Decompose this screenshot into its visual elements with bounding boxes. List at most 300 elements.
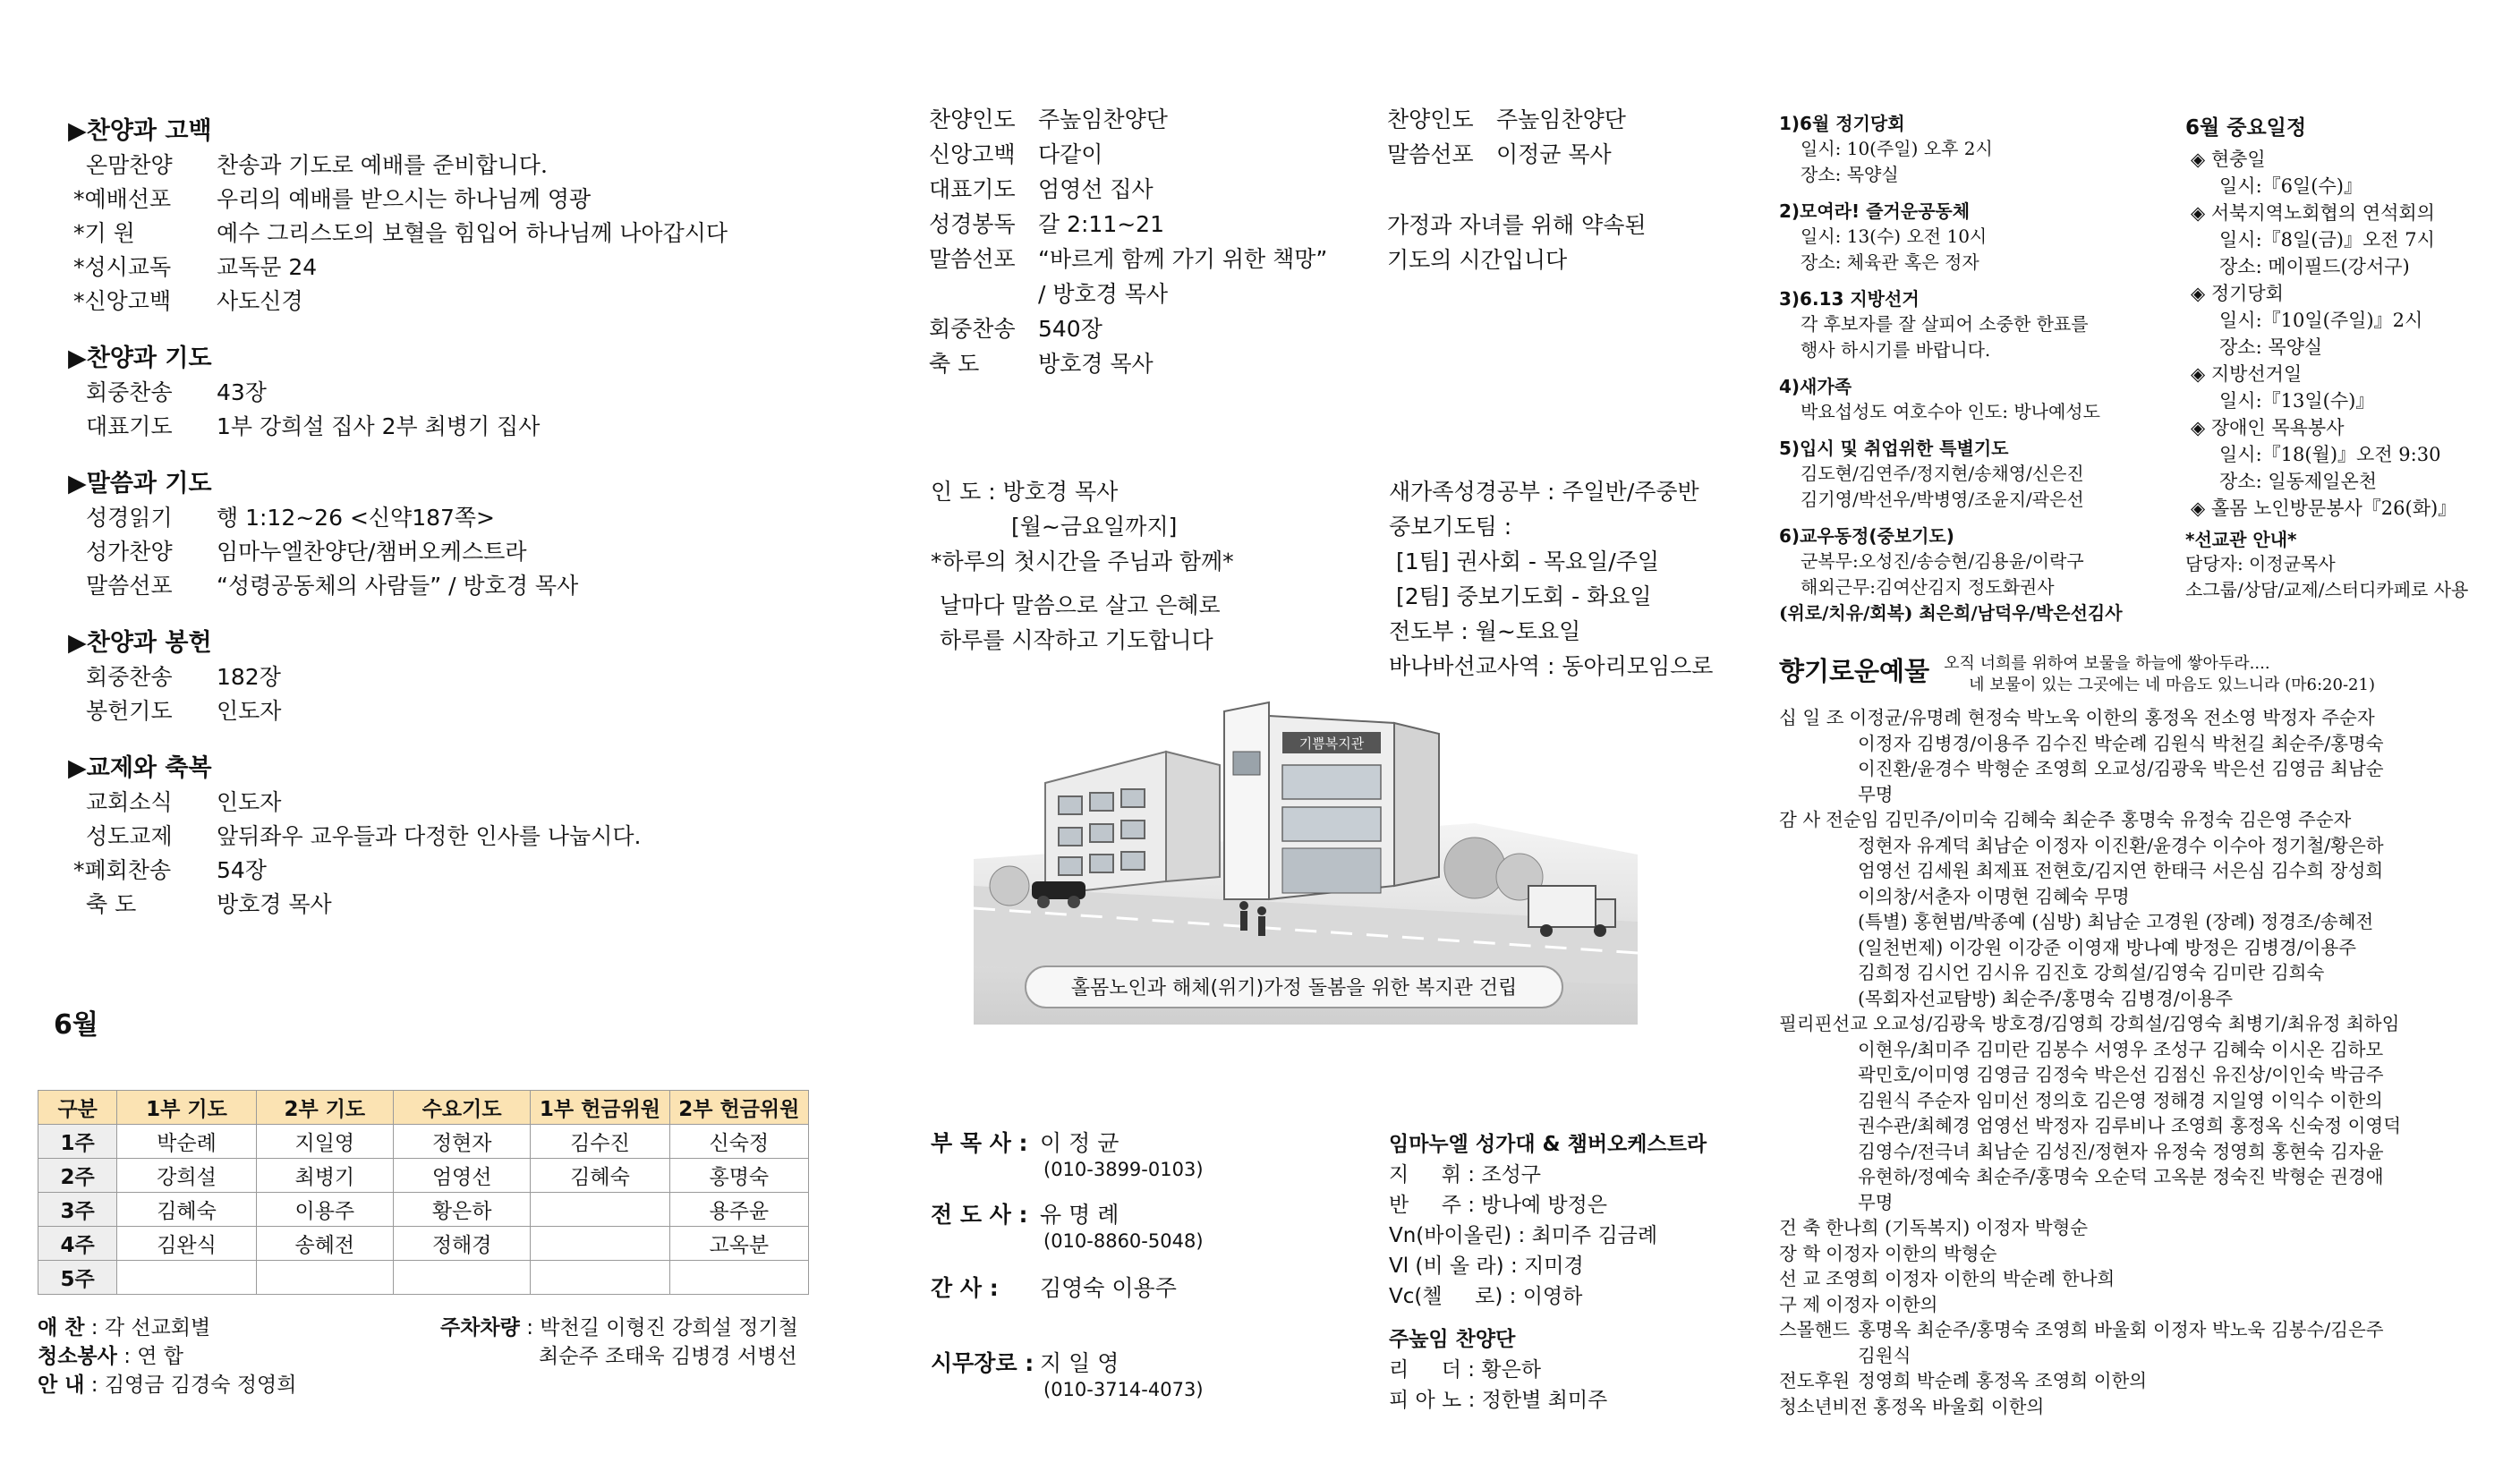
staff-directory (931, 1129, 1204, 1401)
dawn-leader: 인 도 : 방호경 목사 (931, 479, 1119, 505)
table-cell (531, 1193, 669, 1227)
footer-label-guide: 안 내 (38, 1374, 85, 1397)
news-line: 일시: 10(주일) 오후 2시 (1801, 138, 1993, 159)
dawn-prayer-block (931, 474, 1234, 658)
offering-names: 무명 (1858, 1191, 1894, 1213)
service-label: 신앙고백 (929, 141, 1016, 167)
footer-label-meal: 애 찬 (38, 1316, 85, 1340)
offering-names: 홍정옥 바울회 이한의 (1873, 1395, 2045, 1417)
section-heading: ▶찬양과 고백 (68, 117, 212, 145)
service-label: 말씀선포 (929, 246, 1016, 272)
schedule-detail: 일시:『18(월)』오전 9:30 (2219, 444, 2441, 465)
news-line: 장소: 목양실 (1801, 164, 1899, 185)
mission-house-usage: 소그룹/상담/교제/스터디카페로 사용 (2185, 579, 2469, 600)
table-cell (117, 1261, 256, 1295)
parking-info (440, 1314, 798, 1371)
staff-phone: (010-8860-5048) (1043, 1230, 1204, 1252)
duty-table (38, 1090, 809, 1295)
offering-section (1779, 651, 2504, 1419)
order-label: 말씀선포 (86, 573, 173, 599)
ministry-line: 전도부 : 월~토요일 (1389, 618, 1581, 644)
table-cell: 용주윤 (669, 1193, 808, 1227)
order-value: 우리의 예배를 받으시는 하나님께 영광 (217, 186, 592, 212)
staff-entry (931, 1349, 1204, 1401)
table-cell: 이용주 (256, 1193, 393, 1227)
family-prayer-line-1: 가정과 자녀를 위해 약속된 (1387, 212, 1647, 238)
order-value: 예수 그리스도의 보혈을 힘입어 하나님께 나아갑시다 (217, 220, 728, 246)
offering-line (1779, 1394, 2504, 1420)
staff-line (931, 1201, 1204, 1229)
section-heading: ▶말씀과 기도 (68, 470, 212, 498)
offering-title: 향기로운예물 (1779, 656, 1930, 686)
order-row (70, 854, 875, 888)
service-value: / 방호경 목사 (1038, 281, 1169, 307)
offering-line (1779, 1317, 2504, 1343)
ministry-line: [1팀] 권사회 - 목요일/주일 (1389, 549, 1659, 574)
offering-line (1779, 1062, 2504, 1088)
service-row (929, 242, 1327, 276)
staff-line (931, 1349, 1204, 1378)
offering-line (1779, 1241, 2504, 1267)
offering-category: 건 축 (1779, 1217, 1821, 1238)
order-value: 사도신경 (217, 288, 303, 314)
order-row (70, 410, 875, 444)
offering-line (1779, 1215, 2504, 1241)
offering-line (1779, 1164, 2504, 1190)
news-line: 김도현/김연주/정지현/송채영/신은진 (1801, 463, 2084, 484)
offering-line (1779, 884, 2504, 910)
news-title: 4)새가족 (1779, 376, 1852, 397)
offering-line (1779, 1368, 2504, 1394)
table-cell: 정현자 (393, 1125, 530, 1159)
order-label: *신앙고백 (73, 288, 172, 314)
service-row (929, 102, 1327, 137)
table-cell: 김혜숙 (117, 1193, 256, 1227)
service-row (1387, 102, 1626, 137)
choir-member: 지 휘 : 조성구 (1389, 1163, 1542, 1187)
ministry-line: 새가족성경공부 : 주일반/주중반 (1389, 479, 1699, 505)
family-prayer-note (1387, 208, 1647, 277)
offering-line (1779, 1266, 2504, 1292)
staff-line (931, 1129, 1204, 1158)
ministry-line: 바나바선교사역 : 동아리모임으로 (1389, 653, 1714, 679)
schedule-detail: 일시:『8일(금)』오전 7시 (2219, 229, 2435, 251)
mission-house-manager: 담당자: 이정균목사 (2185, 553, 2336, 574)
staff-name: 김영숙 이용주 (1040, 1275, 1177, 1301)
parking-line-1: : 박천길 이형진 강희설 정기철 (526, 1316, 798, 1340)
ministry-line: [2팀] 중보기도회 - 화요일 (1389, 583, 1652, 609)
staff-phone: (010-3899-0103) (1043, 1159, 1204, 1180)
order-value: “성령공동체의 사람들” / 방호경 목사 (217, 573, 579, 599)
parking-line-2: 최순주 조태욱 김병경 서병선 (539, 1345, 797, 1368)
week-cell: 3주 (38, 1193, 117, 1227)
offering-line (1779, 909, 2504, 935)
news-line: 행사 하시기를 바랍니다. (1801, 339, 1991, 361)
offering-line (1779, 705, 2504, 731)
offering-category: 청소년비전 (1779, 1395, 1869, 1417)
choir-title: 임마누엘 성가대 & 챔버오케스트라 (1389, 1133, 1707, 1156)
service-row (929, 346, 1327, 381)
service-row (929, 172, 1327, 207)
order-label: 교회소식 (86, 789, 173, 815)
order-value: 43장 (217, 379, 267, 405)
service-row (1387, 137, 1626, 172)
news-line: 군복무:오성진/송승현/김용윤/이락구 (1801, 550, 2084, 572)
choir-member: 반 주 : 방나예 방정은 (1389, 1194, 1607, 1217)
offering-names: 유현하/정예숙 최순주/홍명숙 오순덕 고옥분 정숙진 박형순 권경애 (1858, 1166, 2384, 1187)
table-row (38, 1125, 809, 1159)
offering-names: 김원식 (1858, 1344, 1911, 1366)
schedule-title: 6월 중요일정 (2185, 116, 2307, 140)
offering-names: 홍명옥 최순주/홍명숙 조영희 바울회 이정자 박노욱 김봉수/김은주 (1858, 1319, 2384, 1340)
order-row (70, 183, 875, 217)
offering-names: (특별) 홍현범/박종예 (심방) 최남순 고경원 (장례) 정경조/송혜전 (1858, 911, 2374, 932)
table-header: 수요기도 (393, 1091, 530, 1125)
offering-names: 곽민호/이미영 김영금 김정숙 박은선 김점신 유진상/이인숙 박금주 (1858, 1064, 2384, 1085)
table-cell (531, 1227, 669, 1261)
service-label: 회중찬송 (929, 316, 1016, 342)
dawn-days: [월~금요일까지] (1011, 514, 1178, 540)
order-row (70, 786, 875, 820)
news-line: (위로/치유/회복) 최은희/남덕우/박은선김사 (1779, 602, 2123, 624)
family-prayer-line-2: 기도의 시간입니다 (1387, 247, 1568, 273)
service-value: 이정균 목사 (1496, 141, 1612, 167)
choir-member: Vc(첼 로) : 이영하 (1389, 1285, 1583, 1308)
schedule-detail: 장소: 일동제일온천 (2219, 471, 2378, 492)
service-row (929, 276, 1327, 311)
service-value: 엄영선 집사 (1038, 176, 1154, 202)
service-value: “바르게 함께 가기 위한 책망” (1038, 246, 1328, 272)
offering-line (1779, 858, 2504, 884)
news-line: 해외근무:김여산김지 정도화권사 (1801, 576, 2055, 598)
offering-line (1779, 1292, 2504, 1318)
week-cell: 4주 (38, 1227, 117, 1261)
order-row (70, 285, 875, 319)
order-label: 성도교제 (86, 823, 173, 849)
week-cell: 2주 (38, 1159, 117, 1193)
order-row (70, 149, 875, 183)
offering-names: 이정자 이한의 박형순 (1826, 1242, 1997, 1264)
parking-label: 주차차량 (440, 1316, 520, 1340)
order-label: *예배선포 (73, 186, 172, 212)
news-item (1779, 523, 2173, 626)
order-row (70, 569, 875, 603)
order-value: 행 1:12~26 <신약187쪽> (217, 505, 496, 531)
table-cell: 정해경 (393, 1227, 530, 1261)
table-cell: 고옥분 (669, 1227, 808, 1261)
offering-line (1779, 756, 2504, 782)
choir-member: Vn(바이올린) : 최미주 김금례 (1389, 1224, 1658, 1247)
table-row (38, 1193, 809, 1227)
offering-category: 십 일 조 (1779, 707, 1844, 728)
table-cell: 김완식 (117, 1227, 256, 1261)
news-item (1779, 436, 2173, 513)
praise-member: 피 아 노 : 정한별 최미주 (1389, 1389, 1608, 1412)
offering-names: 한나희 (기독복지) 이정자 박형순 (1826, 1217, 2089, 1238)
service-label: 대표기도 (929, 176, 1016, 202)
offering-verse-1: 오직 너희를 위하여 보물을 하늘에 쌓아두라.... (1944, 654, 2270, 673)
order-label: 봉헌기도 (86, 698, 173, 724)
dawn-motto: *하루의 첫시간을 주님과 함께* (931, 549, 1234, 574)
order-label: 대표기도 (86, 413, 173, 439)
evening-service-order (1387, 102, 1626, 172)
offering-category: 장 학 (1779, 1242, 1821, 1264)
order-value: 1부 강희설 집사 2부 최병기 집사 (217, 413, 541, 439)
table-cell: 김수진 (531, 1125, 669, 1159)
table-header: 2부 기도 (256, 1091, 393, 1125)
section-heading: ▶교제와 축복 (68, 754, 212, 782)
week-cell: 1주 (38, 1125, 117, 1159)
schedule-detail: 장소: 메이필드(강서구) (2219, 256, 2410, 277)
table-cell: 강희설 (117, 1159, 256, 1193)
staff-entry (931, 1274, 1204, 1303)
order-row (70, 535, 875, 569)
order-value: 교독문 24 (217, 254, 318, 280)
news-item (1779, 111, 2173, 188)
staff-role: 부 목 사 : (931, 1130, 1028, 1156)
schedule-item: ◈ 장애인 목욕봉사 (2191, 417, 2345, 438)
order-label: 회중찬송 (86, 664, 173, 690)
table-cell: 엄영선 (393, 1159, 530, 1193)
offering-names: 엄영선 김세원 최제표 전현호/김지연 한태극 서은심 김수희 장성희 (1858, 860, 2384, 881)
offering-names: 전순임 김민주/이미숙 김혜숙 최순주 홍명숙 유정숙 김은영 주순자 (1826, 809, 2352, 830)
order-label: 축 도 (86, 891, 137, 917)
table-cell: 황은하 (393, 1193, 530, 1227)
staff-name: 지 일 영 (1040, 1350, 1120, 1376)
footer-value-meal: : 각 선교회별 (90, 1316, 211, 1340)
welfare-center-illustration (974, 698, 1638, 1025)
offering-line (1779, 1190, 2504, 1216)
table-cell (256, 1261, 393, 1295)
order-value: 찬송과 기도로 예배를 준비합니다. (217, 152, 548, 178)
offering-line (1779, 1113, 2504, 1139)
news-title: 6)교우동정(중보기도) (1779, 525, 1954, 547)
offering-category: 선 교 (1779, 1268, 1821, 1289)
service-value: 방호경 목사 (1038, 351, 1154, 377)
order-label: 회중찬송 (86, 379, 173, 405)
offering-names: 김희정 김시언 김시유 김진호 강희설/김영숙 김미란 김희숙 (1858, 962, 2325, 983)
news-line: 일시: 13(수) 오전 10시 (1801, 225, 1988, 247)
offering-line (1779, 833, 2504, 859)
building-sign: 기쁨복지관 (1298, 736, 1365, 752)
news-line: 각 후보자를 잘 살피어 소중한 한표를 (1801, 313, 2089, 335)
footer-value-guide: : 김영금 김경숙 정영희 (90, 1374, 297, 1397)
offering-category: 스몰핸드 (1779, 1319, 1851, 1340)
worship-order-column (70, 115, 875, 922)
service-value: 갈 2:11~21 (1038, 211, 1164, 237)
church-news (1779, 111, 2173, 637)
order-row (70, 217, 875, 251)
order-label: *성시교독 (73, 254, 172, 280)
offering-line (1779, 731, 2504, 757)
service-label: 축 도 (929, 351, 980, 377)
building-drawing (974, 698, 1638, 1025)
order-row (70, 888, 875, 922)
offering-category: 감 사 (1779, 809, 1821, 830)
service-row (929, 311, 1327, 346)
section-heading: ▶찬양과 기도 (68, 344, 212, 372)
news-title: 3)6.13 지방선거 (1779, 288, 1920, 310)
staff-role: 간 사 : (931, 1275, 999, 1301)
news-item (1779, 374, 2173, 425)
order-value: 앞뒤좌우 교우들과 다정한 인사를 나눕시다. (217, 823, 642, 849)
news-line: 김기영/박선우/박병영/조윤지/곽은선 (1801, 489, 2084, 510)
order-label: *기 원 (73, 220, 135, 246)
praise-member: 리 더 : 황은하 (1389, 1358, 1542, 1382)
table-cell: 홍명숙 (669, 1159, 808, 1193)
table-header: 1부 헌금위원 (531, 1091, 669, 1125)
table-header: 구분 (38, 1091, 117, 1125)
service-label: 찬양인도 (1387, 106, 1474, 132)
month-title: 6월 (54, 1009, 98, 1041)
offering-names: 김원식 주순자 임미선 정의호 김은영 정해경 지일영 이익수 이한의 (1858, 1089, 2383, 1111)
news-line: 박요섭성도 여호수아 인도: 방나예성도 (1801, 401, 2100, 422)
service-value: 주높임찬양단 (1496, 106, 1626, 132)
service-value: 다같이 (1038, 141, 1103, 167)
schedule-item: ◈ 현충일 (2191, 149, 2266, 170)
table-cell (531, 1261, 669, 1295)
offering-names: 조영희 이정자 이한의 박순례 한나희 (1826, 1268, 2116, 1289)
service-value: 주높임찬양단 (1038, 106, 1168, 132)
schedule-item: ◈ 지방선거일 (2191, 363, 2303, 385)
order-row (70, 376, 875, 410)
offering-line (1779, 807, 2504, 833)
staff-phone: (010-3714-4073) (1043, 1379, 1204, 1400)
order-value: 182장 (217, 664, 281, 690)
order-label: 성가찬양 (86, 539, 173, 565)
news-item (1779, 199, 2173, 276)
staff-role: 전 도 사 : (931, 1202, 1028, 1228)
order-value: 인도자 (217, 789, 282, 815)
offering-names: 무명 (1858, 783, 1894, 805)
order-row (70, 820, 875, 854)
mission-house-title: *선교관 안내* (2185, 529, 2297, 550)
second-service-order (929, 102, 1327, 381)
order-value: 임마누엘찬양단/챔버오케스트라 (217, 539, 527, 565)
staff-line (931, 1274, 1204, 1303)
schedule-item: ◈ 정기당회 (2191, 283, 2284, 304)
table-header: 1부 기도 (117, 1091, 256, 1125)
news-title: 1)6월 정기당회 (1779, 113, 1905, 134)
offering-category: 구 제 (1779, 1293, 1821, 1315)
table-row (38, 1159, 809, 1193)
week-cell: 5주 (38, 1261, 117, 1295)
schedule-detail: 일시:『6일(수)』 (2219, 175, 2362, 197)
news-title: 2)모여라! 즐거운공동체 (1779, 200, 1971, 222)
schedule-detail: 장소: 목양실 (2219, 336, 2323, 358)
service-row (929, 207, 1327, 242)
order-value: 인도자 (217, 698, 282, 724)
table-row (38, 1261, 809, 1295)
table-cell: 송혜전 (256, 1227, 393, 1261)
service-value: 540장 (1038, 316, 1102, 342)
offering-names: 이정자 이한의 (1826, 1293, 1938, 1315)
schedule-item: ◈ 홀몸 노인방문봉사『26(화)』 (2191, 498, 2457, 519)
order-row (70, 660, 875, 694)
table-cell: 김혜숙 (531, 1159, 669, 1193)
offering-line (1779, 1139, 2504, 1165)
offering-names: 이현우/최미주 김미란 김봉수 서영우 조성구 김혜숙 이시온 김하모 (1858, 1038, 2384, 1060)
order-row (70, 501, 875, 535)
schedule-detail: 일시:『10일(주일)』2시 (2219, 310, 2423, 331)
offering-names: (목회자선교탐방) 최순주/홍명숙 김병경/이용주 (1858, 987, 2234, 1009)
table-cell: 최병기 (256, 1159, 393, 1193)
schedule-item: ◈ 서북지역노회협의 연석회의 (2191, 202, 2435, 224)
footer-label-cleaning: 청소봉사 (38, 1345, 117, 1368)
offering-line (1779, 1037, 2504, 1063)
table-cell (669, 1261, 808, 1295)
offering-line (1779, 782, 2504, 808)
table-cell: 박순례 (117, 1125, 256, 1159)
staff-name: 이 정 균 (1040, 1130, 1120, 1156)
choir-block (1389, 1129, 1707, 1416)
offering-names: 김영수/전극녀 최남순 김성진/정현자 유정숙 정영희 홍현숙 김자윤 (1858, 1140, 2384, 1162)
service-label: 찬양인도 (929, 106, 1016, 132)
choir-member: Vl (비 올 라) : 지미경 (1389, 1255, 1584, 1278)
offering-names: 이의창/서춘자 이명현 김혜숙 무명 (1858, 885, 2130, 907)
staff-name: 유 명 례 (1040, 1202, 1120, 1228)
offering-names: 이정균/유명례 현정숙 박노욱 이한의 홍정옥 전소영 박정자 주순자 (1849, 707, 2375, 728)
dawn-text-2: 하루를 시작하고 기도합니다 (940, 627, 1213, 653)
offering-line (1779, 1088, 2504, 1114)
illustration-caption: 홀몸노인과 해체(위기)가정 돌봄을 위한 복지관 건립 (1070, 977, 1518, 999)
offering-category: 전도후원 (1779, 1370, 1851, 1391)
table-cell: 지일영 (256, 1125, 393, 1159)
order-label: 성경읽기 (86, 505, 173, 531)
offering-verse-2: 네 보물이 있는 그곳에는 네 마음도 있느니라 (마6:20-21) (1969, 676, 2375, 694)
ministry-line: 중보기도팀 : (1389, 514, 1512, 540)
staff-entry (931, 1201, 1204, 1253)
order-row (70, 694, 875, 728)
dawn-text-1: 날마다 말씀으로 살고 은혜로 (940, 592, 1221, 618)
offering-names: 이정자 김병경/이용주 김수진 박순례 김원식 박천길 최순주/홍명숙 (1858, 732, 2384, 754)
table-cell: 신숙정 (669, 1125, 808, 1159)
table-header: 2부 헌금위원 (669, 1091, 808, 1125)
order-row (70, 251, 875, 285)
offering-names: 이진환/윤경수 박형순 조영희 오교성/김광욱 박은선 김영금 최남순 (1858, 758, 2384, 779)
offering-line (1779, 986, 2504, 1012)
staff-entry (931, 1129, 1204, 1181)
order-label: 온맘찬양 (86, 152, 173, 178)
offering-names: 정영희 박순례 홍정옥 조영희 이한의 (1858, 1370, 2148, 1391)
offering-line (1779, 960, 2504, 986)
table-row (38, 1227, 809, 1261)
offering-names: 오교성/김광욱 방호경/김영희 강희설/김영숙 최병기/최유정 최하임 (1873, 1013, 2400, 1034)
order-label: *폐회찬송 (73, 857, 172, 883)
service-footer (38, 1314, 296, 1399)
order-value: 54장 (217, 857, 267, 883)
offering-names: 권수관/최혜경 엄영선 박정자 김루비나 조영희 홍정옥 신숙정 이영덕 (1858, 1115, 2402, 1136)
news-line: 장소: 체육관 혹은 정자 (1801, 251, 1979, 273)
news-item (1779, 286, 2173, 363)
offering-names: (일천번제) 이강원 이강준 이영재 방나예 방정은 김병경/이용주 (1858, 936, 2357, 958)
service-row (929, 137, 1327, 172)
table-cell (393, 1261, 530, 1295)
news-title: 5)입시 및 취업위한 특별기도 (1779, 438, 2009, 459)
staff-role: 시무장로 : (931, 1350, 1034, 1376)
service-label: 말씀선포 (1387, 141, 1474, 167)
footer-value-cleaning: : 연 합 (123, 1345, 183, 1368)
order-value: 방호경 목사 (217, 891, 332, 917)
section-heading: ▶찬양과 봉헌 (68, 629, 212, 657)
offering-line (1779, 1343, 2504, 1369)
june-schedule (2185, 111, 2507, 603)
service-label: 성경봉독 (929, 211, 1016, 237)
offering-line (1779, 935, 2504, 961)
schedule-detail: 일시:『13일(수)』 (2219, 390, 2375, 412)
offering-category: 필리핀선교 (1779, 1013, 1869, 1034)
offering-line (1779, 1011, 2504, 1037)
